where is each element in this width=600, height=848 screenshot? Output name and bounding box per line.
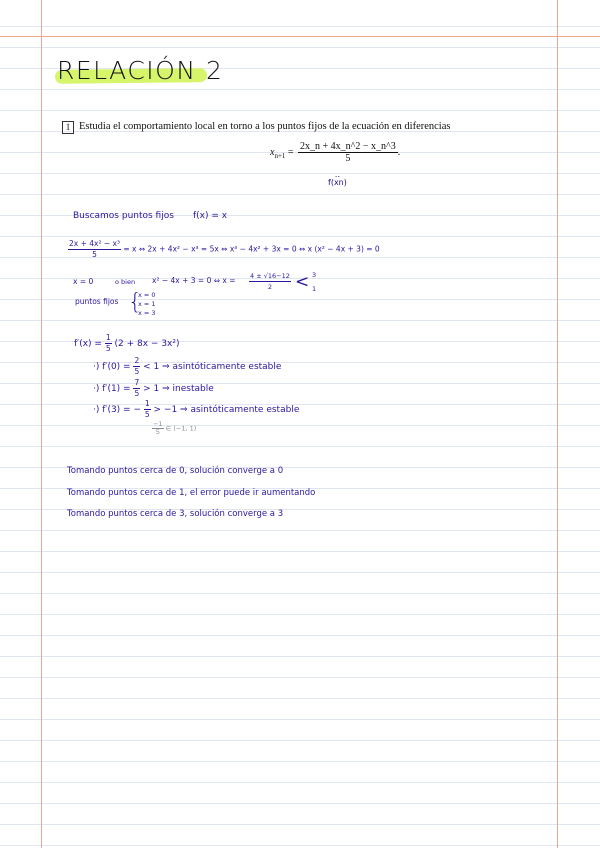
c3-rest: > −1 ⇒ asintóticamente estable [153,405,300,415]
l3-numerator: 4 ± √16−12 [250,272,290,280]
note-case-3 [93,399,299,420]
d-lhs: f′(x) = [74,339,102,349]
top-margin-line [0,36,600,37]
note-brace: { [128,290,142,315]
problem-statement: Estudia el comportamiento local en torno a los puntos fijos de la ecuación en diferencias [79,121,451,132]
note-fixed-point-1: x = 1 [138,300,156,308]
note-case-0 [93,356,281,377]
note-quadratic-formula [249,271,291,292]
eq-period: . [397,146,401,158]
note-root-1: 1 [312,285,317,293]
note-case-1 [93,378,214,399]
eq-lhs: x [270,146,275,158]
page-title: RELACIÓN 2 [57,56,224,85]
note-fixed-point-0: x = 0 [138,291,156,299]
c2-denominator: 5 [134,389,140,398]
note-quadratic: x² − 4x + 3 = 0 ⇔ x = [152,276,236,285]
c2-lhs: ·) f′(1) = [93,384,131,394]
note-x-zero: x = 0 [73,277,94,286]
note-o-bien: o bien [115,278,136,286]
l3-denominator: 2 [267,283,272,291]
note-root-3: 3 [312,271,317,279]
note-buscamos: Buscamos puntos fijos [73,211,174,221]
note-fixed-point-equation [68,239,380,260]
c3-note-numerator: −1 [153,420,163,428]
note-fx-eq-x: f(x) = x [193,211,228,221]
fxn-annotation [328,171,347,187]
note-puntos-fijos-label: puntos fijos [75,297,119,306]
c3-note-rest: ∈ (−1, 1) [165,424,197,433]
c3-note-denominator: 5 [155,428,160,436]
c3-lhs: ·) f′(3) = − [93,405,141,415]
eq-fraction [298,141,398,164]
c2-rest: > 1 ⇒ inestable [143,384,214,394]
l2-rest: = x ⇔ 2x + 4x² − x³ = 5x ⇔ x³ − 4x² + 3x = 0 ⇔ x (x² − 4x + 3) = 0 [123,244,380,254]
note-derivative [74,333,180,354]
c3-note-fraction [152,421,164,436]
problem-number: 1 [62,121,74,134]
c3-denominator: 5 [144,410,150,419]
d-numerator: 1 [105,333,111,342]
c2-fraction [133,378,140,399]
d-denominator: 5 [105,344,111,353]
note-summary-1: Tomando puntos cerca de 1, el error puede ir aumentando [67,488,316,498]
note-interval-check [152,421,196,436]
c3-fraction [144,399,151,420]
d-fraction [105,333,112,354]
c3-numerator: 1 [144,399,150,408]
eq-equals: = [285,146,297,158]
note-branch-symbol: < [295,272,310,292]
left-margin-line [41,0,42,848]
note-summary-3: Tomando puntos cerca de 3, solución converge a 3 [67,509,284,519]
annotation-dots: ‥ [334,170,341,179]
c1-numerator: 2 [134,356,140,365]
note-fixed-point-3: x = 3 [138,309,156,317]
c1-rest: < 1 ⇒ asintóticamente estable [143,362,282,372]
l2-numerator: 2x + 4x² − x³ [69,239,120,248]
c1-fraction [133,356,140,377]
l2-denominator: 5 [92,250,97,259]
c1-denominator: 5 [134,367,140,376]
note-summary-0: Tomando puntos cerca de 0, solución converge a 0 [67,466,284,476]
l2-fraction [68,239,121,260]
difference-equation [270,141,400,164]
l3-fraction [249,271,291,292]
right-margin-line [557,0,558,848]
d-rest: (2 + 8x − 3x²) [114,339,180,349]
eq-lhs-sub: n+1 [274,151,286,160]
c1-lhs: ·) f′(0) = [93,362,131,372]
c2-numerator: 7 [134,378,140,387]
eq-denominator: 5 [345,153,351,164]
annotation-text: f(xn) [328,178,347,187]
eq-numerator: 2x_n + 4x_n^2 − x_n^3 [300,141,396,152]
